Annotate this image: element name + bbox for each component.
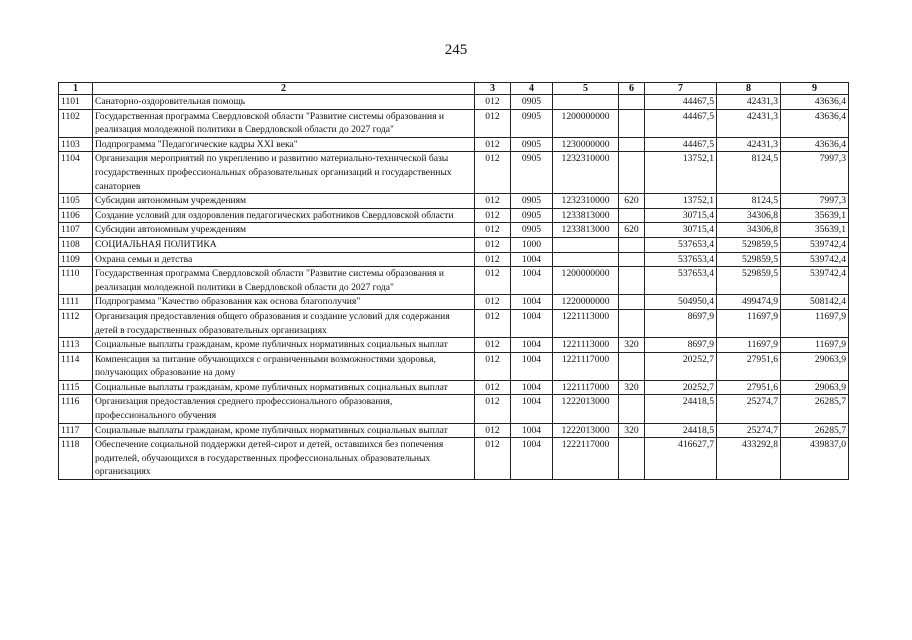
row-section-code: 1004	[511, 395, 553, 423]
table-row	[59, 338, 849, 353]
row-expense-type	[619, 208, 645, 223]
row-value-col9: 439837,0	[781, 438, 849, 480]
col-header-8: 8	[717, 83, 781, 95]
row-section-code: 0905	[511, 208, 553, 223]
row-ministry-code: 012	[475, 137, 511, 152]
row-value-col9: 43636,4	[781, 109, 849, 137]
row-value-col7: 537653,4	[645, 237, 717, 252]
table-row	[59, 352, 849, 380]
row-number: 1111	[59, 295, 93, 310]
row-name: Подпрограмма "Качество образования как основа благополучия"	[93, 295, 475, 310]
row-expense-type	[619, 438, 645, 480]
row-value-col8: 25274,7	[717, 395, 781, 423]
row-name: Государственная программа Свердловской области "Развитие системы образования и реализация молодежной политики в Свердловской области до 2027 года"	[93, 267, 475, 295]
row-number: 1117	[59, 423, 93, 438]
row-expense-type	[619, 137, 645, 152]
row-ministry-code: 012	[475, 194, 511, 209]
row-target-code: 1233813000	[553, 208, 619, 223]
row-expense-type	[619, 267, 645, 295]
row-value-col8: 27951,6	[717, 352, 781, 380]
row-value-col9: 26285,7	[781, 395, 849, 423]
col-header-4: 4	[511, 83, 553, 95]
row-value-col7: 8697,9	[645, 338, 717, 353]
table-row	[59, 152, 849, 194]
budget-table	[58, 82, 849, 480]
row-ministry-code: 012	[475, 109, 511, 137]
row-number: 1104	[59, 152, 93, 194]
row-value-col9: 11697,9	[781, 338, 849, 353]
row-target-code: 1232310000	[553, 194, 619, 209]
row-target-code: 1221117000	[553, 352, 619, 380]
row-expense-type	[619, 352, 645, 380]
row-ministry-code: 012	[475, 309, 511, 337]
row-target-code	[553, 252, 619, 267]
row-number: 1103	[59, 137, 93, 152]
row-value-col7: 13752,1	[645, 152, 717, 194]
row-name: Социальные выплаты гражданам, кроме публичных нормативных социальных выплат	[93, 380, 475, 395]
row-value-col9: 35639,1	[781, 223, 849, 238]
row-target-code: 1230000000	[553, 137, 619, 152]
row-value-col7: 24418,5	[645, 423, 717, 438]
table-row	[59, 137, 849, 152]
row-number: 1116	[59, 395, 93, 423]
row-name: Охрана семьи и детства	[93, 252, 475, 267]
row-value-col7: 20252,7	[645, 352, 717, 380]
row-name: Обеспечение социальной поддержки детей-сирот и детей, оставшихся без попечения родителей, обучающихся в государственных профессиональных образовательных организациях	[93, 438, 475, 480]
row-target-code: 1221117000	[553, 380, 619, 395]
row-expense-type	[619, 395, 645, 423]
col-header-1: 1	[59, 83, 93, 95]
row-section-code: 1000	[511, 237, 553, 252]
row-value-col7: 8697,9	[645, 309, 717, 337]
row-section-code: 1004	[511, 309, 553, 337]
table-row	[59, 395, 849, 423]
row-value-col7: 537653,4	[645, 267, 717, 295]
row-section-code: 1004	[511, 338, 553, 353]
row-value-col7: 537653,4	[645, 252, 717, 267]
row-expense-type: 320	[619, 380, 645, 395]
row-value-col9: 29063,9	[781, 380, 849, 395]
header-row	[59, 83, 849, 95]
row-value-col7: 30715,4	[645, 223, 717, 238]
row-section-code: 1004	[511, 252, 553, 267]
row-section-code: 1004	[511, 380, 553, 395]
row-expense-type	[619, 237, 645, 252]
row-expense-type	[619, 109, 645, 137]
row-section-code: 1004	[511, 423, 553, 438]
row-name: Субсидии автономным учреждениям	[93, 194, 475, 209]
row-name: Организация предоставления общего образования и создание условий для содержания детей в государственных образовательных организациях	[93, 309, 475, 337]
row-target-code: 1222013000	[553, 395, 619, 423]
row-target-code: 1222013000	[553, 423, 619, 438]
col-header-3: 3	[475, 83, 511, 95]
row-name: Государственная программа Свердловской области "Развитие системы образования и реализация молодежной политики в Свердловской области до 2027 года"	[93, 109, 475, 137]
row-number: 1108	[59, 237, 93, 252]
row-value-col8: 27951,6	[717, 380, 781, 395]
row-section-code: 0905	[511, 95, 553, 110]
page-number: 245	[444, 42, 468, 58]
row-ministry-code: 012	[475, 352, 511, 380]
row-ministry-code: 012	[475, 152, 511, 194]
row-target-code: 1233813000	[553, 223, 619, 238]
row-value-col9: 7997,3	[781, 194, 849, 209]
table-row	[59, 252, 849, 267]
row-value-col7: 416627,7	[645, 438, 717, 480]
row-target-code: 1200000000	[553, 267, 619, 295]
row-ministry-code: 012	[475, 438, 511, 480]
row-name: Организация мероприятий по укреплению и развитию материально-технической базы государственных профессиональных образовательных организаций и государственных санаториев	[93, 152, 475, 194]
row-expense-type: 620	[619, 223, 645, 238]
table-row	[59, 295, 849, 310]
row-value-col9: 11697,9	[781, 309, 849, 337]
row-value-col9: 43636,4	[781, 137, 849, 152]
row-number: 1115	[59, 380, 93, 395]
table-row	[59, 208, 849, 223]
table-body	[59, 95, 849, 480]
row-value-col7: 20252,7	[645, 380, 717, 395]
row-number: 1113	[59, 338, 93, 353]
row-target-code: 1220000000	[553, 295, 619, 310]
row-number: 1101	[59, 95, 93, 110]
row-ministry-code: 012	[475, 338, 511, 353]
row-target-code: 1222117000	[553, 438, 619, 480]
row-ministry-code: 012	[475, 267, 511, 295]
col-header-7: 7	[645, 83, 717, 95]
row-section-code: 1004	[511, 352, 553, 380]
table-row	[59, 438, 849, 480]
table-row	[59, 423, 849, 438]
row-value-col8: 8124,5	[717, 194, 781, 209]
row-name: Подпрограмма "Педагогические кадры XXI века"	[93, 137, 475, 152]
row-name: Социальные выплаты гражданам, кроме публичных нормативных социальных выплат	[93, 423, 475, 438]
row-section-code: 0905	[511, 152, 553, 194]
row-section-code: 0905	[511, 194, 553, 209]
row-value-col7: 24418,5	[645, 395, 717, 423]
table-row	[59, 380, 849, 395]
row-target-code: 1200000000	[553, 109, 619, 137]
row-target-code: 1221113000	[553, 309, 619, 337]
col-header-5: 5	[553, 83, 619, 95]
row-value-col9: 29063,9	[781, 352, 849, 380]
table-row	[59, 95, 849, 110]
row-number: 1105	[59, 194, 93, 209]
table-row	[59, 223, 849, 238]
row-number: 1110	[59, 267, 93, 295]
row-target-code	[553, 95, 619, 110]
row-value-col9: 539742,4	[781, 252, 849, 267]
row-value-col8: 499474,9	[717, 295, 781, 310]
col-header-6: 6	[619, 83, 645, 95]
row-value-col7: 44467,5	[645, 137, 717, 152]
row-value-col8: 34306,8	[717, 223, 781, 238]
row-ministry-code: 012	[475, 223, 511, 238]
row-value-col7: 44467,5	[645, 95, 717, 110]
row-number: 1118	[59, 438, 93, 480]
row-value-col8: 529859,5	[717, 237, 781, 252]
row-value-col8: 11697,9	[717, 309, 781, 337]
row-value-col8: 529859,5	[717, 252, 781, 267]
row-value-col8: 42431,3	[717, 109, 781, 137]
row-section-code: 0905	[511, 109, 553, 137]
col-header-9: 9	[781, 83, 849, 95]
row-number: 1107	[59, 223, 93, 238]
row-expense-type	[619, 295, 645, 310]
row-value-col7: 13752,1	[645, 194, 717, 209]
row-section-code: 0905	[511, 137, 553, 152]
row-value-col8: 34306,8	[717, 208, 781, 223]
row-name: Компенсация за питание обучающихся с ограниченными возможностями здоровья, получающих образование на дому	[93, 352, 475, 380]
row-expense-type	[619, 152, 645, 194]
row-number: 1112	[59, 309, 93, 337]
row-section-code: 1004	[511, 267, 553, 295]
row-section-code: 1004	[511, 438, 553, 480]
row-expense-type	[619, 252, 645, 267]
row-value-col9: 508142,4	[781, 295, 849, 310]
row-value-col9: 26285,7	[781, 423, 849, 438]
row-number: 1109	[59, 252, 93, 267]
row-value-col8: 42431,3	[717, 137, 781, 152]
row-name: Создание условий для оздоровления педагогических работников Свердловской области	[93, 208, 475, 223]
row-name: Субсидии автономным учреждениям	[93, 223, 475, 238]
row-value-col7: 44467,5	[645, 109, 717, 137]
row-value-col8: 529859,5	[717, 267, 781, 295]
row-name: Организация предоставления среднего профессионального образования, профессионального обучения	[93, 395, 475, 423]
row-target-code: 1221113000	[553, 338, 619, 353]
row-ministry-code: 012	[475, 295, 511, 310]
row-section-code: 1004	[511, 295, 553, 310]
table-row	[59, 109, 849, 137]
row-expense-type	[619, 95, 645, 110]
row-value-col9: 539742,4	[781, 267, 849, 295]
row-target-code	[553, 237, 619, 252]
row-number: 1106	[59, 208, 93, 223]
row-expense-type: 320	[619, 338, 645, 353]
row-ministry-code: 012	[475, 395, 511, 423]
row-value-col9: 35639,1	[781, 208, 849, 223]
row-value-col8: 11697,9	[717, 338, 781, 353]
row-name: Социальные выплаты гражданам, кроме публичных нормативных социальных выплат	[93, 338, 475, 353]
row-expense-type: 320	[619, 423, 645, 438]
row-value-col9: 539742,4	[781, 237, 849, 252]
row-name: Санаторно-оздоровительная помощь	[93, 95, 475, 110]
row-value-col8: 433292,8	[717, 438, 781, 480]
col-header-2: 2	[93, 83, 475, 95]
table-row	[59, 267, 849, 295]
row-ministry-code: 012	[475, 95, 511, 110]
row-value-col8: 25274,7	[717, 423, 781, 438]
row-target-code: 1232310000	[553, 152, 619, 194]
row-value-col8: 8124,5	[717, 152, 781, 194]
row-expense-type	[619, 309, 645, 337]
row-ministry-code: 012	[475, 380, 511, 395]
row-ministry-code: 012	[475, 208, 511, 223]
row-ministry-code: 012	[475, 252, 511, 267]
row-value-col7: 30715,4	[645, 208, 717, 223]
row-number: 1114	[59, 352, 93, 380]
row-value-col8: 42431,3	[717, 95, 781, 110]
row-number: 1102	[59, 109, 93, 137]
row-value-col9: 7997,3	[781, 152, 849, 194]
row-section-code: 0905	[511, 223, 553, 238]
table-row	[59, 237, 849, 252]
row-ministry-code: 012	[475, 423, 511, 438]
row-value-col9: 43636,4	[781, 95, 849, 110]
table-row	[59, 309, 849, 337]
row-expense-type: 620	[619, 194, 645, 209]
row-value-col7: 504950,4	[645, 295, 717, 310]
table-row	[59, 194, 849, 209]
row-ministry-code: 012	[475, 237, 511, 252]
row-name: СОЦИАЛЬНАЯ ПОЛИТИКА	[93, 237, 475, 252]
